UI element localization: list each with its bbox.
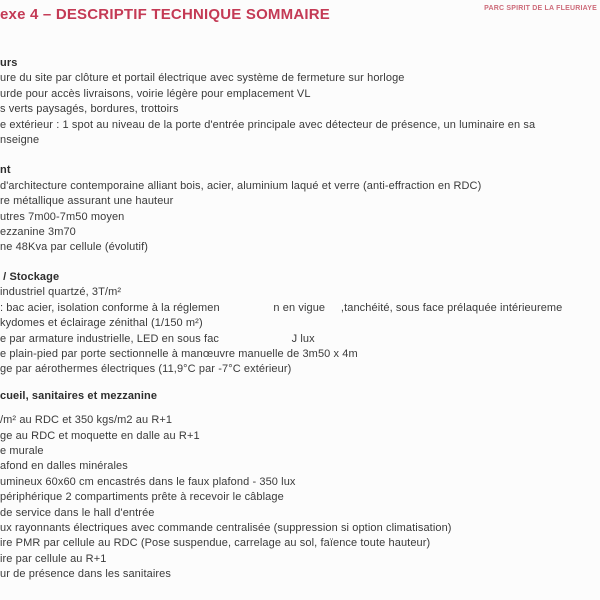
doc-line: urde pour accès livraisons, voirie légère pour emplacement VL — [0, 87, 311, 100]
document-body — [0, 56, 600, 600]
doc-line: nseigne — [0, 134, 40, 147]
doc-line: e murale — [0, 444, 44, 457]
doc-line: de service dans le hall d'entrée — [0, 506, 155, 519]
doc-line: e plain-pied par porte sectionnelle à manœuvre manuelle de 3m50 x 4m — [0, 347, 358, 360]
section-heading: urs — [0, 57, 18, 69]
section-heading: nt — [0, 164, 11, 177]
doc-line: ur de présence dans les sanitaires — [0, 568, 171, 581]
doc-line: ezzanine 3m70 — [0, 226, 76, 239]
doc-line: utres 7m00-7m50 moyen — [0, 210, 125, 223]
section — [0, 163, 600, 255]
brand-label: PARC SPIRIT DE LA FLEURIAYE — [484, 5, 597, 12]
section — [0, 389, 600, 583]
section — [0, 270, 600, 378]
doc-line: ge au RDC et moquette en dalle au R+1 — [0, 429, 200, 442]
doc-line: s verts paysagés, bordures, trottoirs — [0, 103, 179, 116]
section-heading: cueil, sanitaires et mezzanine — [0, 389, 158, 402]
doc-line: e extérieur : 1 spot au niveau de la porte d'entrée principale avec détecteur de présence, un luminaire en sa — [0, 118, 536, 131]
doc-line: ire par cellule au R+1 — [0, 552, 107, 565]
doc-line: ne 48Kva par cellule (évolutif) — [0, 241, 149, 254]
doc-line: ge par aérothermes électriques (11,9°C par -7°C extérieur) — [0, 363, 292, 376]
doc-line: ux rayonnants électriques avec commande centralisée (suppression si option climatisation) — [0, 521, 452, 534]
doc-line: ire PMR par cellule au RDC (Pose suspendue, carrelage au sol, faïence toute hauteur) — [0, 537, 431, 550]
page-title: exe 4 – DESCRIPTIF TECHNIQUE SOMMAIRE — [0, 6, 330, 23]
doc-line: d'architecture contemporaine alliant bois, acier, aluminium laqué et verre (anti-effraction en RDC) — [0, 179, 482, 192]
doc-line: industriel quartzé, 3T/m² — [0, 286, 122, 299]
doc-line: : bac acier, isolation conforme à la réglemen n en vigue ,tanchéité, sous face prélaquée intérieureme — [0, 301, 563, 314]
doc-line: /m² au RDC et 350 kgs/m2 au R+1 — [0, 414, 173, 427]
doc-line: e par armature industrielle, LED en sous fac J lux — [0, 332, 315, 345]
doc-line: re métallique assurant une hauteur — [0, 195, 174, 208]
doc-line: ure du site par clôture et portail électrique avec système de fermeture sur horloge — [0, 72, 405, 85]
doc-line: afond en dalles minérales — [0, 460, 128, 473]
doc-line: périphérique 2 compartiments prête à recevoir le câblage — [0, 491, 284, 504]
doc-line: umineux 60x60 cm encastrés dans le faux plafond - 350 lux — [0, 475, 296, 488]
doc-line: kydomes et éclairage zénithal (1/150 m²) — [0, 317, 203, 330]
section-heading: / Stockage — [0, 270, 60, 283]
section — [0, 56, 600, 148]
